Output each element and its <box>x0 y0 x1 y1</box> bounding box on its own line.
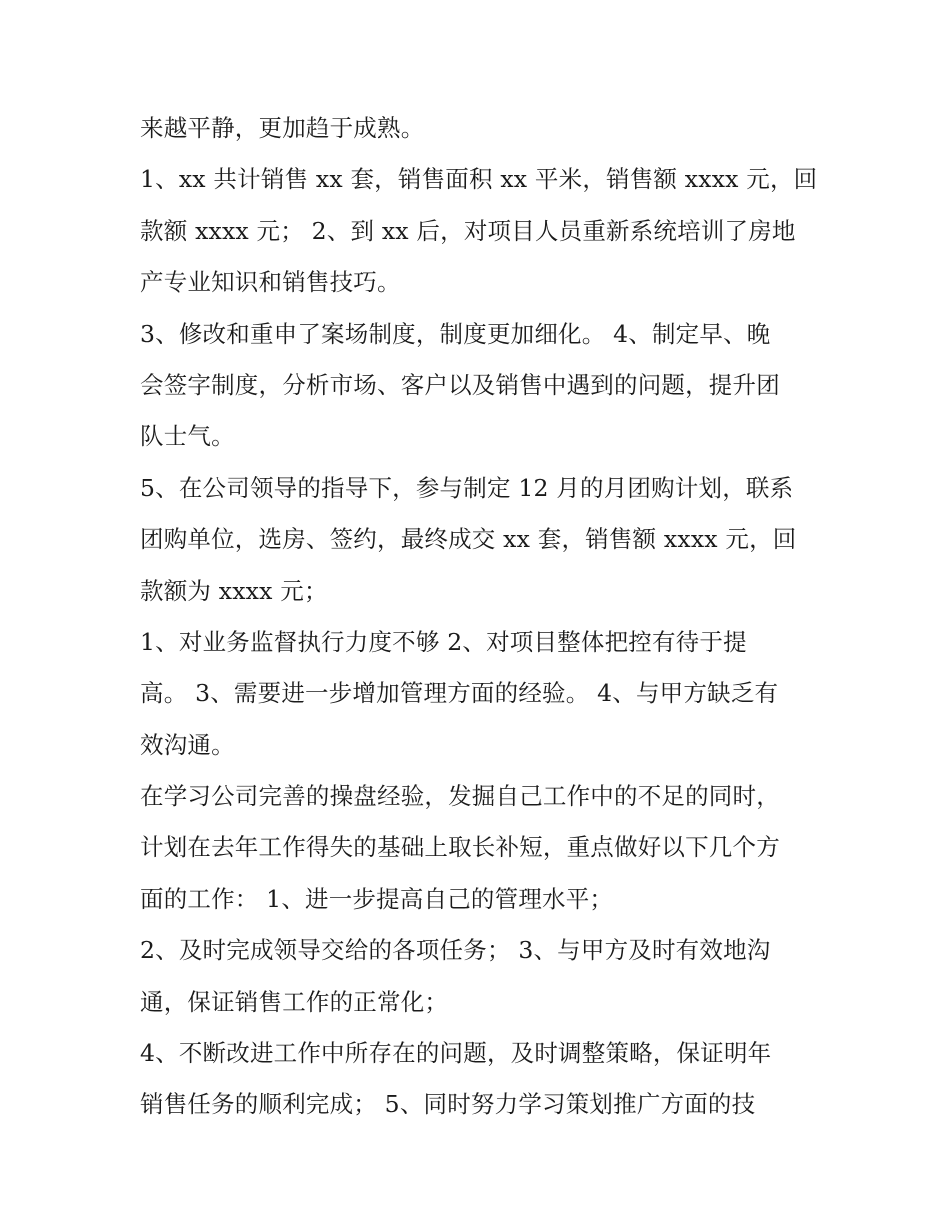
text-line: 5、在公司领导的指导下，参与制定 12 月的月团购计划，联系 <box>140 473 794 502</box>
text-line: 2、及时完成领导交给的各项任务； 3、与甲方及时有效地沟 <box>140 936 771 965</box>
text-line: 4、不断改进工作中所存在的问题，及时调整策略，保证明年 <box>140 1039 772 1068</box>
body-text <box>140 103 830 1131</box>
text-line: 在学习公司完善的操盘经验，发掘自己工作中的不足的同时， <box>140 782 780 811</box>
text-line: 款额 xxxx 元； 2、到 xx 后，对项目人员重新系统培训了房地 <box>140 216 796 245</box>
text-line: 产专业知识和销售技巧。 <box>140 268 401 297</box>
text-line: 计划在去年工作得失的基础上取长补短，重点做好以下几个方 <box>140 833 780 862</box>
text-line: 1、xx 共计销售 xx 套，销售面积 xx 平米，销售额 xxxx 元，回 <box>140 165 818 194</box>
text-line: 高。 3、需要进一步增加管理方面的经验。 4、与甲方缺乏有 <box>140 679 779 708</box>
text-line: 效沟通。 <box>140 730 235 759</box>
text-line: 通，保证销售工作的正常化； <box>140 987 449 1016</box>
text-line: 3、修改和重申了案场制度，制度更加细化。 4、制定早、晚 <box>140 319 771 348</box>
text-line: 款额为 xxxx 元； <box>140 576 328 605</box>
text-line: 面的工作： 1、进一步提高自己的管理水平； <box>140 884 614 913</box>
text-line: 1、对业务监督执行力度不够 2、对项目整体把控有待于提 <box>140 627 747 656</box>
text-line: 销售任务的顺利完成； 5、同时努力学习策划推广方面的技 <box>140 1090 756 1119</box>
text-line: 会签字制度，分析市场、客户以及销售中遇到的问题，提升团 <box>140 370 780 399</box>
text-line: 团购单位，选房、签约，最终成交 xx 套，销售额 xxxx 元，回 <box>140 525 797 554</box>
text-line: 来越平静，更加趋于成熟。 <box>140 114 425 142</box>
text-line: 队士气。 <box>140 422 235 451</box>
